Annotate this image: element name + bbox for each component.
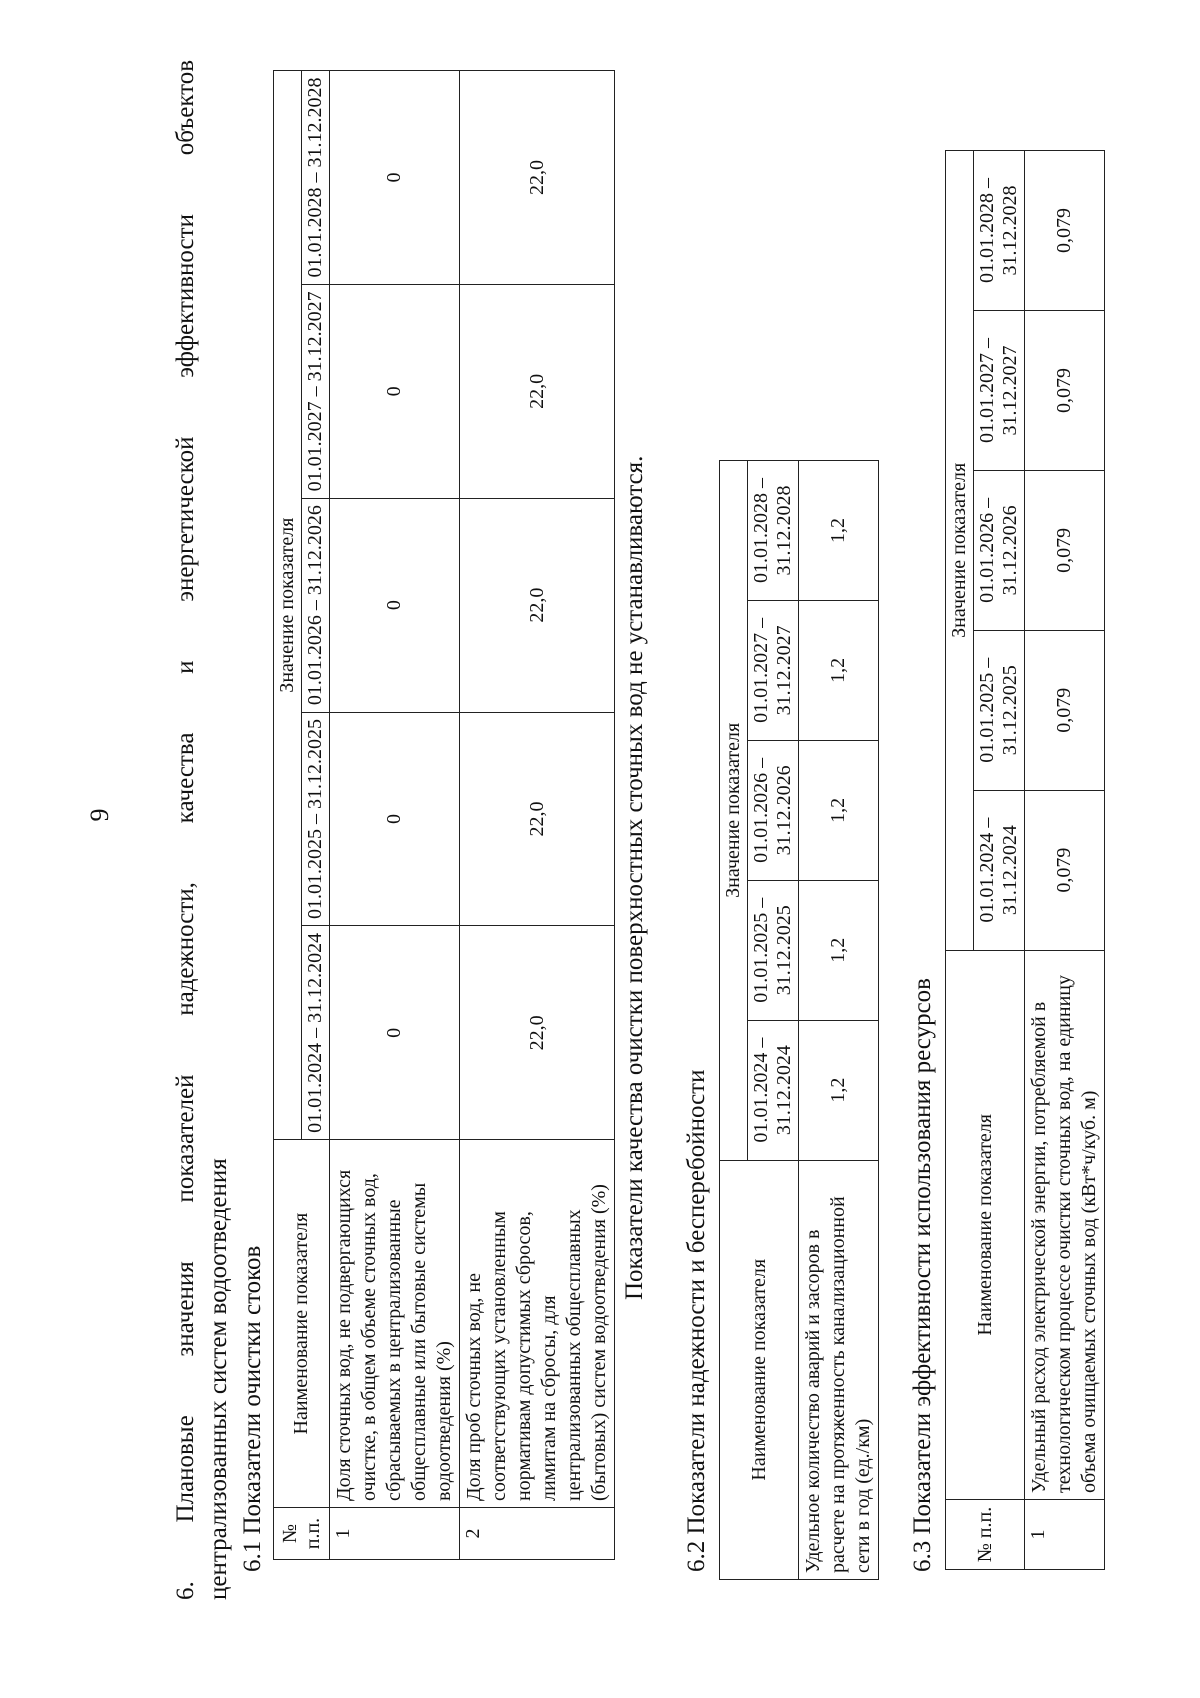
row-value: 0,079 xyxy=(1025,310,1105,470)
table-row xyxy=(460,71,615,1560)
row-value: 0 xyxy=(330,926,460,1140)
section-heading-line2: централизованных систем водоотведения xyxy=(204,1158,232,1600)
row-value: 0,079 xyxy=(1025,630,1105,790)
heading-word: Плановые xyxy=(172,1415,199,1523)
col-values-header: Значение показателя xyxy=(720,461,748,1161)
period-header: 01.01.2026 – 31.12.2026 xyxy=(748,740,799,880)
row-value: 0 xyxy=(330,71,460,285)
row-value: 0 xyxy=(330,498,460,712)
surface-water-note: Показатели качества очистки поверхностных сточных вод не устанавливаются. xyxy=(621,455,648,1300)
heading-word: 6. xyxy=(172,1581,199,1600)
heading-word: качества xyxy=(172,732,199,824)
row-value: 0 xyxy=(330,284,460,498)
period-header: 01.01.2027 – 31.12.2027 xyxy=(302,284,330,498)
col-name-header: Наименование показателя xyxy=(720,1160,799,1579)
row-name: Удельное количество аварий и засоров в расчете на протяженность канализационной сети в год (ед./км) xyxy=(799,1160,879,1579)
period-header: 01.01.2026 – 31.12.2026 xyxy=(974,470,1025,630)
section-heading xyxy=(170,60,203,1600)
col-num-header: № п.п. xyxy=(274,1508,330,1560)
row-value: 1,2 xyxy=(799,461,879,601)
period-header: 01.01.2028 – 31.12.2028 xyxy=(302,71,330,285)
period-header: 01.01.2025 – 31.12.2025 xyxy=(302,712,330,926)
row-value: 22,0 xyxy=(460,498,615,712)
row-value: 22,0 xyxy=(460,71,615,285)
col-values-header: Значение показателя xyxy=(946,151,974,951)
table-row xyxy=(1025,151,1105,1570)
row-value: 1,2 xyxy=(799,740,879,880)
row-value: 22,0 xyxy=(460,926,615,1140)
row-value: 22,0 xyxy=(460,284,615,498)
row-value: 0,079 xyxy=(1025,470,1105,630)
col-values-header: Значение показателя xyxy=(274,71,302,1140)
table-reliability-indicators xyxy=(719,460,879,1580)
row-name: Доля сточных вод, не подвергающихся очистке, в общем объеме сточных вод, сбрасываемых в централизованные общесплавные или бытовые системы водоотведения (%) xyxy=(330,1140,460,1508)
row-value: 1,2 xyxy=(799,1020,879,1160)
period-header: 01.01.2027 – 31.12.2027 xyxy=(748,600,799,740)
table61-title: 6.1 Показатели очистки стоков xyxy=(239,1245,266,1572)
table-cleaning-indicators xyxy=(273,70,615,1560)
row-num: 2 xyxy=(460,1508,615,1560)
table-resource-efficiency-indicators xyxy=(945,150,1105,1570)
period-header: 01.01.2028 – 31.12.2028 xyxy=(974,151,1025,311)
period-header: 01.01.2027 – 31.12.2027 xyxy=(974,310,1025,470)
table63-title: 6.3 Показатели эффективности использования ресурсов xyxy=(909,978,936,1572)
col-name-header: Наименование показателя xyxy=(274,1140,330,1508)
period-header: 01.01.2025 – 31.12.2025 xyxy=(748,880,799,1020)
period-header: 01.01.2024 – 31.12.2024 xyxy=(302,926,330,1140)
heading-word: энергетической xyxy=(172,436,199,602)
table-row xyxy=(799,461,879,1580)
table62-title: 6.2 Показатели надежности и бесперебойности xyxy=(683,1069,710,1572)
row-num: 1 xyxy=(330,1508,460,1560)
row-name: Доля проб сточных вод, не соответствующих установленным нормативам допустимых сбросов, лимитам на сбросы, для централизованных общесплавных (бытовых) систем водоотведения (%) xyxy=(460,1140,615,1508)
heading-word: объектов xyxy=(172,59,199,156)
period-header: 01.01.2025 – 31.12.2025 xyxy=(974,630,1025,790)
row-value: 0,079 xyxy=(1025,790,1105,950)
row-value: 1,2 xyxy=(799,600,879,740)
row-name: Удельный расход электрической энергии, потребляемой в технологическом процессе очистки сточных вод, на единицу объема очищаемых сточных вод (кВт*ч/куб. м) xyxy=(1025,950,1105,1499)
heading-word: показателей xyxy=(172,1074,199,1203)
row-value: 1,2 xyxy=(799,880,879,1020)
row-value: 0,079 xyxy=(1025,151,1105,311)
period-header: 01.01.2026 – 31.12.2026 xyxy=(302,498,330,712)
row-value: 0 xyxy=(330,712,460,926)
row-value: 22,0 xyxy=(460,712,615,926)
heading-word: надежности, xyxy=(172,882,199,1016)
period-header: 01.01.2024 – 31.12.2024 xyxy=(748,1020,799,1160)
heading-word: и xyxy=(172,660,199,674)
page-number: 9 xyxy=(85,808,114,822)
col-num-header: № п.п. xyxy=(946,1500,1025,1570)
row-num: 1 xyxy=(1025,1500,1105,1570)
heading-word: эффективности xyxy=(172,214,199,378)
period-header: 01.01.2028 – 31.12.2028 xyxy=(748,461,799,601)
heading-word: значения xyxy=(172,1261,199,1357)
document-sheet xyxy=(170,60,1160,1600)
table-row xyxy=(330,71,460,1560)
period-header: 01.01.2024 – 31.12.2024 xyxy=(974,790,1025,950)
col-name-header: Наименование показателя xyxy=(946,950,1025,1499)
